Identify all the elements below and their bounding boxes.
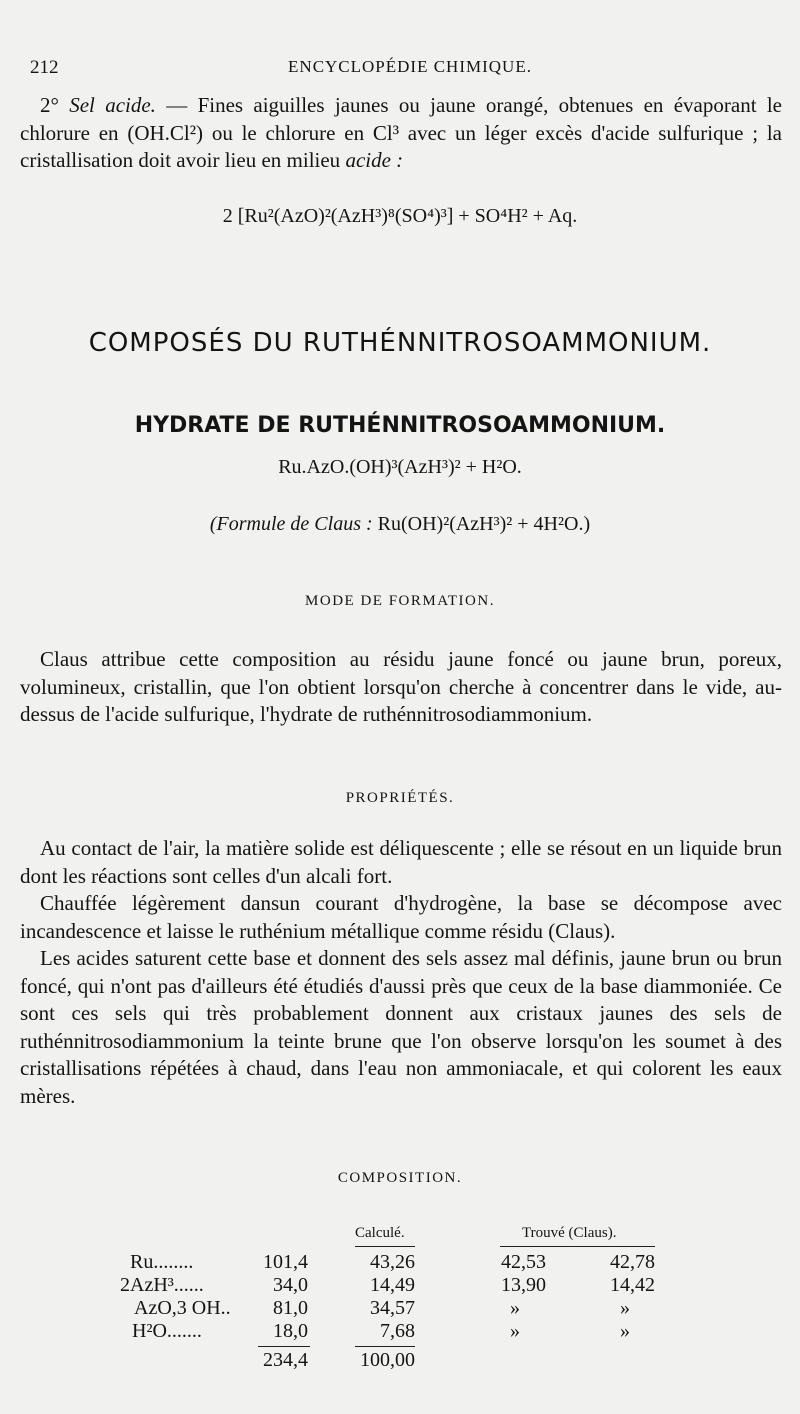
total-rule-weight — [258, 1346, 310, 1347]
row-trouve-2: » — [620, 1320, 630, 1342]
row-label: 2AzH³...... — [120, 1274, 204, 1296]
row-label: AzO,3 OH.. — [134, 1297, 231, 1319]
row-trouve-1: » — [510, 1297, 520, 1319]
mode-formation-paragraph — [20, 646, 782, 729]
row-trouve-2: 42,78 — [610, 1251, 655, 1273]
row-label: Ru........ — [130, 1251, 194, 1273]
page-number: 212 — [30, 57, 59, 78]
running-head: ENCYCLOPÉDIE CHIMIQUE. — [288, 57, 532, 76]
table-row — [130, 1297, 690, 1321]
claus-formula-line — [0, 513, 800, 536]
sel-acide-paragraph — [20, 92, 782, 175]
row-calc: 7,68 — [380, 1320, 415, 1342]
row-trouve-1: 42,53 — [501, 1251, 546, 1273]
sel-acide-prefix: 2° — [40, 93, 59, 117]
row-weight: 81,0 — [273, 1297, 308, 1319]
proprietes-heading: PROPRIÉTÉS. — [345, 790, 455, 806]
sel-acide-text-end: acide : — [345, 148, 404, 172]
row-trouve-1: » — [510, 1320, 520, 1342]
rule-calcule — [355, 1246, 415, 1247]
proprietes-paragraphs — [20, 835, 782, 1110]
total-rule-calc — [355, 1346, 415, 1347]
col-head-calcule: Calculé. — [355, 1225, 405, 1241]
row-calc: 14,49 — [370, 1274, 415, 1296]
rule-trouve — [500, 1246, 655, 1247]
mode-formation-text: Claus attribue cette composition au résidu jaune foncé ou jaune brun, poreux, volumineux, cristallin, que l'on obtient lorsqu'on cherche à concentrer dans le vide, au-dessus de l'acide sulfurique, l'hydrate de ruthénnitrosodiammonium. — [20, 647, 782, 726]
row-weight: 18,0 — [273, 1320, 308, 1342]
proprietes-p1: Au contact de l'air, la matière solide est déliquescente ; elle se résout en un liquide brun dont les réactions sont celles d'un alcali fort. — [20, 836, 782, 888]
claus-label: (Formule de Claus : — [209, 513, 373, 535]
section-title: COMPOSÉS DU RUTHÉNNITROSOAMMONIUM. — [88, 328, 712, 358]
composition-heading: COMPOSITION. — [337, 1170, 463, 1186]
proprietes-p3: Les acides saturent cette base et donnent des sels assez mal définis, jaune brun ou brun foncé, qui n'ont pas d'ailleurs été étudiés d'aussi près que ceux de la base diammoniée. Ce sont ces sels qui très probablement donnent aux cristaux jaunes des sels de ruthénnitrosodiammonium la teinte brune que l'on observe lorsqu'on les soumet à des cristallisations répétées à chaud, dans l'eau non ammoniacale, et qui colorent les eaux mères. — [20, 946, 782, 1108]
row-weight: 34,0 — [273, 1274, 308, 1296]
hydrate-title: HYDRATE DE RUTHÉNNITROSOAMMONIUM. — [134, 413, 666, 438]
total-calc: 100,00 — [360, 1349, 415, 1371]
row-calc: 34,57 — [370, 1297, 415, 1319]
row-calc: 43,26 — [370, 1251, 415, 1273]
row-label: H²O....... — [132, 1320, 202, 1342]
table-row — [120, 1274, 690, 1298]
row-trouve-2: 14,42 — [610, 1274, 655, 1296]
col-head-trouve: Trouvé (Claus). — [522, 1225, 617, 1241]
mode-formation-heading: MODE DE FORMATION. — [305, 593, 495, 609]
proprietes-p2: Chauffée légèrement dansun courant d'hydrogène, la base se décompose avec incandescence et laisse le ruthénium métallique comme résidu (Claus). — [20, 891, 782, 943]
sel-acide-text: — Fines aiguilles jaunes ou jaune orangé, obtenues en évaporant le chlorure en (OH.Cl²) ou le chlorure en Cl³ avec un léger excès d'acide sulfurique ; la cristallisation doit avoir lieu en milieu — [20, 93, 782, 172]
table-total-row — [130, 1349, 690, 1373]
row-weight: 101,4 — [263, 1251, 308, 1273]
hydrate-formula: Ru.AzO.(OH)³(AzH³)² + H²O. — [278, 456, 522, 478]
total-weight: 234,4 — [263, 1349, 308, 1371]
sel-acide-label: Sel acide. — [69, 93, 156, 117]
row-trouve-1: 13,90 — [501, 1274, 546, 1296]
table-row — [130, 1320, 690, 1344]
page-header — [30, 57, 790, 81]
claus-formula: Ru(OH)²(AzH³)² + 4H²O.) — [377, 513, 591, 535]
table-row — [130, 1251, 690, 1275]
row-trouve-2: » — [620, 1297, 630, 1319]
sel-acide-formula: 2 [Ru²(AzO)²(AzH³)⁸(SO⁴)³] + SO⁴H² + Aq. — [222, 205, 578, 227]
